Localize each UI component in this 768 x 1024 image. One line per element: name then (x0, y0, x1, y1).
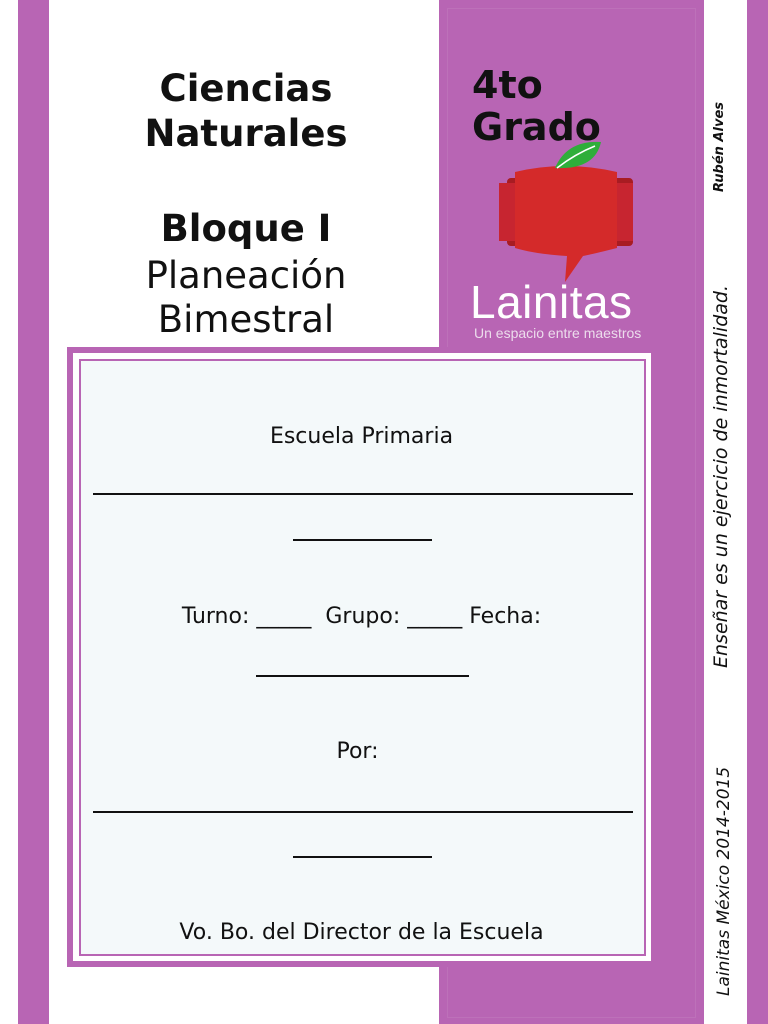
logo-wordmark: Lainitas (470, 276, 633, 328)
vertical-quote-author: Rubén Alves (712, 101, 727, 192)
plan-title (60, 254, 432, 342)
director-approval-label: Vo. Bo. del Director de la Escuela (179, 920, 544, 945)
school-name-line (93, 493, 633, 495)
author-label: Por: (336, 739, 379, 764)
subject-title (60, 66, 432, 156)
subject-line-1: Ciencias (159, 67, 333, 110)
logo-apple-body (515, 166, 617, 282)
school-name-line-short (293, 539, 432, 541)
date-line (256, 675, 469, 677)
author-name-line (93, 811, 633, 813)
author-name-line-short (293, 856, 432, 858)
shift-group-date-line: Turno: _____ Grupo: _____ Fecha: (181, 604, 542, 629)
logo-right-block (615, 183, 633, 241)
plan-line-1: Planeación (145, 254, 347, 297)
apple-speech-bubble-icon (495, 138, 637, 283)
plan-line-2: Bimestral (157, 298, 335, 341)
left-accent-bar (18, 0, 49, 1024)
right-accent-bar (747, 0, 768, 1024)
logo-left-block (499, 183, 517, 241)
vertical-quote: Enseñar es un ejercicio de inmortalidad. (710, 284, 732, 668)
school-label: Escuela Primaria (269, 424, 454, 449)
vertical-footer: Lainitas México 2014-2015 (714, 766, 734, 996)
logo-tagline: Un espacio entre maestros (474, 325, 642, 341)
block-title: Bloque I (160, 207, 332, 250)
subject-line-2: Naturales (144, 112, 348, 155)
grade-label: 4to Grado (472, 64, 601, 142)
